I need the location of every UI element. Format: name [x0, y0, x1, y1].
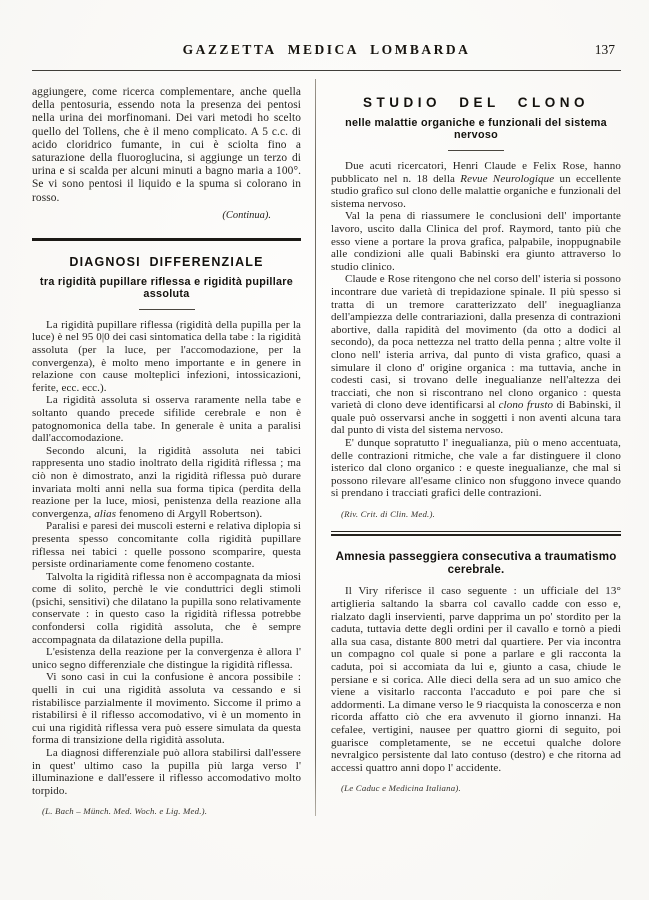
- citation-clono: (Riv. Crit. di Clin. Med.).: [341, 509, 435, 520]
- text-segment: Claude e Rose ritengono che nel corso dell' isteria si possono incontrare due varietà di trepidazione spinale. Il più spesso si tratta di un tremore caratterizzato dell' ineguaglianza dell'ampiezza delle contrariazioni, dalla presenza di contrazioni abortive, dalla rapidità del movimento (da otto a dodici al secondo), da poca nettezza nel tratto della penna ; altre volte il clono nell' isteria arriva, dal punto di vista grafico, quasi a simulare il clono d' origine organica : ma tuttavia, anche in codesti casi, si trovano delle inegualianze nell'altezza dei tracciati, che non si riscontrano nel clono organico : questa varietà di clono deve identificarsi al: [331, 273, 622, 412]
- paragraph: [32, 394, 301, 444]
- paragraph: [32, 445, 301, 521]
- paragraph: [32, 571, 301, 647]
- text-segment: Vi sono casi in cui la confusione è ancora possibile : quelli in cui una rigidità assoluta va cessando e si ristabilisce parzialmente il movimento. Siccome il primo a ristabilirsi è il riflesso accomodativo, vi è un momento in cui una rigidità riflessa vera può essere simulata da questa forma di transizione della rigidità assoluta.: [32, 671, 302, 747]
- article-body-diagnosi: [32, 319, 301, 798]
- right-column: [316, 71, 621, 816]
- text-segment: alias: [94, 507, 117, 520]
- journal-title: GAZZETTA MEDICA LOMBARDA: [182, 42, 471, 57]
- text-segment: di Babinski, il quale può osservarsi anche in soggetti i non aventi alcuna tara dal punto di vista del sistema nervoso.: [331, 399, 622, 437]
- section-divider-rule: [32, 238, 301, 241]
- text-segment: Il Viry riferisce il caso seguente : un ufficiale del 13° artiglieria saltando la sbarra col cavallo cadde con esso e, rialzato dagli inservienti, parve dapprima un po' stordito per la caduta, tuttavia dette degli ordini per il cavallo e tornò a piedi alla sua casa, distante 800 metri dal quartiere. Per via incontra un compagno col quale si pone a parlare e gli racconta la caduta, poi si accomiata da lui e, giunto a casa, chiude le persiane e si corica. Alle dieci della sera ad un suo amico che viene a visitarlo racconta l'accaduto e poi pare che si addormenti. La dimane verso le 9 riacquista la conoscerza e non ricorda affatto ciò che era avvenuto il giorno innanzi. Ha cefalee, vertigini, nausee per quattro giorni di seguito, poi guarisce completamente, se ne eccetui qualche dolore nevralgico persistente dal lato contuso (destro) e che ritorna ad accessi quattro anni dopo l' accidente.: [331, 585, 622, 774]
- article-title-amnesia: Amnesia passeggiera consecutiva a traumatismo cerebrale.: [335, 550, 617, 577]
- paragraph: [331, 273, 621, 437]
- paragraph: [32, 671, 301, 747]
- paragraph: [331, 160, 621, 210]
- text-segment: Due acuti ricercatori, Henri Claude e Felix Rose, hanno pubblicato nel n. 18 della: [331, 160, 622, 185]
- text-segment: fenomeno di Argyll Robertson).: [116, 507, 263, 520]
- paragraph: [32, 646, 301, 671]
- text-segment: Paralisi e paresi dei muscoli esterni e relativa diplopia si presenta spesso concomitante colla rigidità pupillare riflessa nei tabici : quelle possono scomparire, questa persiste ordinariamente come fenomeno costante.: [32, 520, 302, 571]
- text-segment: La rigidità pupillare riflessa (rigidità della pupilla per la luce) è nel 95 0|0 dei casi sintomatica della tabe : la rigidità assoluta (per la luce, per l'accomodazione, per la convergenza), è molto meno importante e in genere in relazione con cause molteplici infezioni, intossicazioni, ferite, ecc. ecc.).: [32, 318, 302, 394]
- citation-diagnosi: (L. Bach – Münch. Med. Woch. e Lig. Med.).: [42, 806, 208, 817]
- article-separator-rule: [331, 531, 621, 536]
- text-segment: E' dunque sopratutto l' inegualianza, più o meno accentuata, delle contrazioni ritmiche, che vale a far distinguere il clono isterico dal clono organico : e queste inegualianze, che mal si possono rilevare all'esame clinico non sfuggono invece quando si prendano i tracciati grafici delle contrazioni.: [331, 437, 622, 500]
- article-body-amnesia: [331, 585, 621, 774]
- continua-note: (Continua).: [222, 209, 272, 221]
- title-divider-rule: [448, 150, 504, 151]
- paragraph: [32, 520, 301, 570]
- page-header: [32, 42, 621, 66]
- text-segment: La diagnosi differenziale può allora stabilirsi dall'essere in quest' ultimo caso la pupilla più larga verso l' illuminazione e dall'essere il riflesso accomodativo molto torpido.: [32, 747, 302, 797]
- citation-amnesia: (Le Caduc e Medicina Italiana).: [341, 783, 461, 794]
- paragraph: [331, 437, 621, 500]
- text-segment: clono frusto: [498, 399, 554, 412]
- article-title-clono: STUDIO DEL CLONO: [363, 95, 590, 110]
- text-segment: Talvolta la rigidità riflessa non è accompagnata da miosi come di solito, perchè le vie conduttrici degli stimoli (psichi, sensitivi) che dilatano la pupilla sono relativamente conservate : in questo caso la rigidità riflessa potrebbe confondersi colla rigidità assoluta, che è sempre accompagnata da dilatazione della pupilla.: [32, 570, 302, 646]
- title-divider-rule: [139, 309, 195, 310]
- text-segment: Revue Neurologique: [460, 172, 555, 185]
- text-segment: La rigidità assoluta si osserva raramente nella tabe e soltanto quando precede sifilide cerebrale e non è patognomonica della tabe. In generale è unita a paralisi dall'accomodazione.: [32, 394, 302, 445]
- left-column: [32, 71, 315, 816]
- article-body-clono: [331, 160, 621, 500]
- article-subtitle-clono: nelle malattie organiche e funzionali del sistema nervoso: [345, 117, 607, 141]
- paragraph: [32, 319, 301, 395]
- paragraph: [331, 585, 621, 774]
- article-subtitle-diagnosi: tra rigidità pupillare riflessa e rigidità pupillare assoluta: [39, 275, 294, 300]
- header-rule: [32, 70, 621, 71]
- columns: [32, 71, 621, 816]
- paragraph: [331, 210, 621, 273]
- text-segment: un eccellente studio grafico sul clono delle malattie organiche e funzionali del sistema nervoso.: [331, 172, 622, 210]
- text-segment: L'esistenza della reazione per la convergenza è allora l' unico segno differenziale che distingue la rigidità riflessa.: [32, 646, 302, 671]
- text-segment: Secondo alcuni, la rigidità assoluta nei tabici rappresenta uno stadio inoltrato della rigidità riflessa ; ma ciò non è dimostrato, anzi la rigidità riflessa può durare invariata molti anni nella sua forma tipica (perdita della reazione per la luce, miosi, penistenza della reazione alla convergenza,: [32, 444, 302, 520]
- page-number: 137: [594, 42, 615, 57]
- text-segment: Val la pena di riassumere le conclusioni dell' importante lavoro, uscito dalla Clinica del prof. Raymord, tanto più che esso viene a portare la prova grafica, palpabile, inoppugnabile alle condizioni alle quali Babinski era giunto attraverso lo studio clinico.: [331, 210, 622, 273]
- paragraph: [32, 747, 301, 797]
- intro-paragraph: aggiungere, come ricerca complementare, anche quella della pentosuria, essendo nota la presenza dei pentosi nella urina dei morfinomani. Dei vari metodi ho scelto quello del Tollens, che è il meno complicato. A 5 c.c. di acido cloridrico fumante, in cui è sciolta fino a saturazione della fluoroglucina, si aggiunge un terzo di urina e si scalda per alcuni minuti a bagno maria a 100°. Se vi sono pentosi il liquido e la spuma si colorano in rosso.: [32, 86, 302, 204]
- article-title-diagnosi: DIAGNOSI DIFFERENZIALE: [69, 254, 264, 269]
